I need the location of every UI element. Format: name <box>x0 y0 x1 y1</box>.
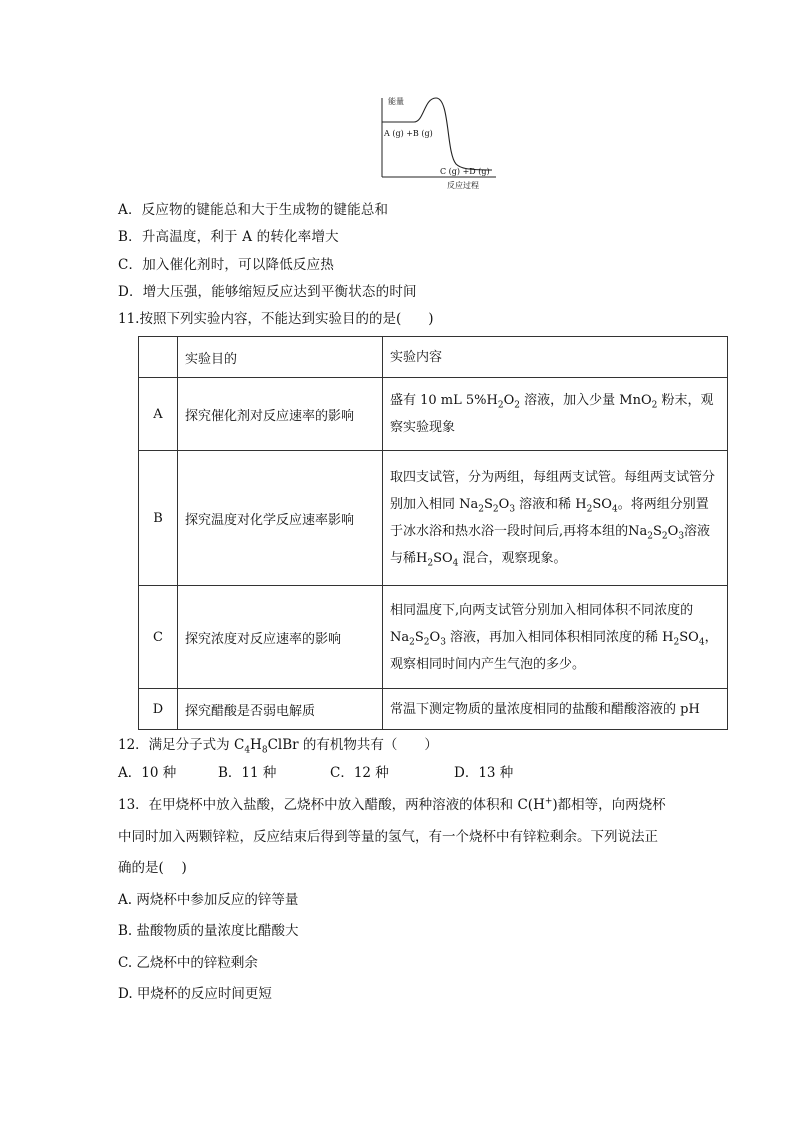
table-row <box>139 586 728 689</box>
experiment-table <box>138 336 728 730</box>
q13-option-d: D. 甲烧杯的反应时间更短 <box>118 986 272 1002</box>
row-content: 常温下测定物质的量浓度相同的盐酸和醋酸溶液的 pH <box>383 689 728 730</box>
q12-stem: 12．满足分子式为 $C_4H_8ClBr$ 的有机物共有（ ） <box>118 737 438 756</box>
q12-option-b: B．11 种 <box>218 765 277 781</box>
q12-option-c: C．12 种 <box>330 765 389 781</box>
q10-option-a: A．反应物的键能总和大于生成物的键能总和 <box>118 202 389 218</box>
q13-option-c: C. 乙烧杯中的锌粒剩余 <box>118 955 258 971</box>
header-content: 实验内容 <box>383 337 728 378</box>
row-purpose: 探究温度对化学反应速率影响 <box>178 451 383 586</box>
row-content: 盛有 10 mL $5\%H_2O_2$ 溶液，加入少量 MnO$_2$ 粉末，观察实验现象 <box>383 378 728 451</box>
q13-stem-line3: 确的是( ) <box>118 860 187 876</box>
row-label: A <box>139 378 178 451</box>
diagram-x-label: 反应过程 <box>447 181 479 190</box>
diagram-reactants-label: A (g) +B (g) <box>384 129 433 138</box>
row-purpose: 探究催化剂对反应速率的影响 <box>178 378 383 451</box>
q12-option-a: A．10 种 <box>118 765 177 781</box>
row-label: D <box>139 689 178 730</box>
table-header-row <box>139 337 728 378</box>
q12-option-d: D．13 种 <box>454 765 514 781</box>
row-purpose: 探究醋酸是否弱电解质 <box>178 689 383 730</box>
table-row <box>139 689 728 730</box>
q10-option-d: D．增大压强，能够缩短反应达到平衡状态的时间 <box>118 284 417 300</box>
q12-options <box>118 764 513 782</box>
header-purpose: 实验目的 <box>178 337 383 378</box>
q13-stem-line1: 13．在甲烧杯中放入盐酸，乙烧杯中放入醋酸，两种溶液的体积和 C(H+)都相等，向两烧杯 <box>118 796 666 813</box>
diagram-products-label: C (g) +D (g) <box>440 167 490 176</box>
q13-stem-line2: 中同时加入两颗锌粒，反应结束后得到等量的氢气，有一个烧杯中有锌粒剩余。下列说法正 <box>118 829 658 845</box>
q10-option-b: B．升高温度，利于 A 的转化率增大 <box>118 229 339 245</box>
header-blank <box>139 337 178 378</box>
diagram-y-label: 能量 <box>388 97 404 106</box>
table-row <box>139 378 728 451</box>
q13-option-a: A. 两烧杯中参加反应的锌等量 <box>118 892 299 908</box>
q11-stem: 11.按照下列实验内容，不能达到实验目的的是( ) <box>118 311 434 327</box>
q10-option-c: C．加入催化剂时，可以降低反应热 <box>118 257 335 273</box>
row-content: 相同温度下,向两支试管分别加入相同体积不同浓度的$Na_2S_2O_3$ 溶液，再加入相同体积相同浓度的稀 $H_2SO_4$，观察相同时间内产生气泡的多少。 <box>383 586 728 689</box>
q13-option-b: B. 盐酸物质的量浓度比醋酸大 <box>118 923 299 939</box>
row-label: C <box>139 586 178 689</box>
row-content: 取四支试管，分为两组，每组两支试管。每组两支试管分别加入相同 $Na_2S_2O_3$ 溶液和稀 $H_2SO_4$。将两组分别置于冰水浴和热水浴一段时间后,再将本组的$Na_2S_2O_3$溶液与稀$H_2SO_4$ 混合，观察现象。 <box>383 451 728 586</box>
energy-profile-svg <box>374 92 504 192</box>
row-label: B <box>139 451 178 586</box>
row-purpose: 探究浓度对反应速率的影响 <box>178 586 383 689</box>
energy-profile-diagram <box>374 92 504 192</box>
table-row <box>139 451 728 586</box>
